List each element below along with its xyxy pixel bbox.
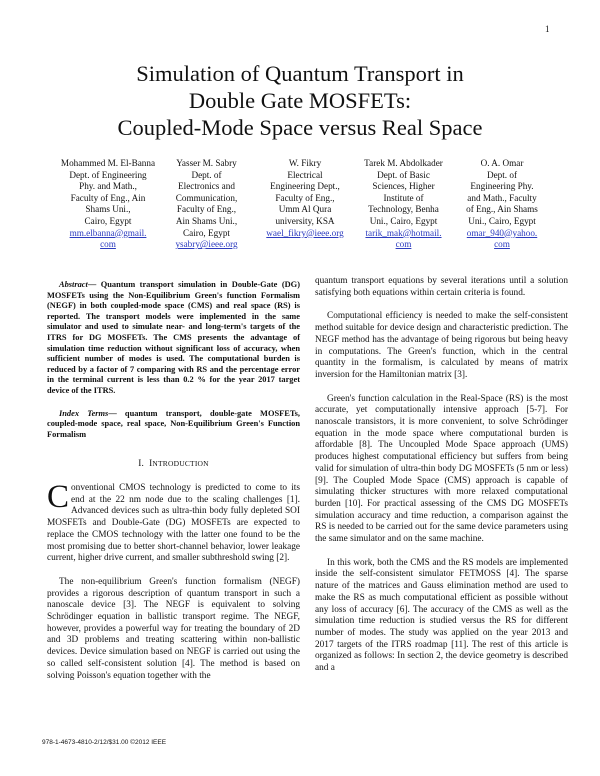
author-name: Mohammed M. El-Banna	[60, 158, 156, 168]
copyright-footer: 978-1-4673-4810-2/12/$31.00 ©2012 IEEE	[42, 739, 167, 746]
right-paragraph-continued: quantum transport equations by several iterations until a solution satisfying both equations within certain criteria is found.	[315, 276, 568, 298]
left-column	[47, 280, 300, 694]
author-affiliation: Dept. of Engineering Phy. and Math., Faculty of Eng., Ain Shams Uni., Cairo, Egypt	[69, 169, 147, 226]
author-block	[454, 158, 550, 251]
abstract-text: — Quantum transport simulation in Double-Gate (DG) MOSFETs using the Non-Equilibrium Green's function Formalism (NEGF) in both coupled-mode space (CMS) and real space (RS) is reported. The transport models were implemented in the same simulator and used to simulate near- and long-term's targets of the ITRS for DG MOSFETs. The CMS presents the advantage of simulation time reduction without significant loss of accuracy, when sufficient number of modes is used. The computational burden is reduced by a factor of 7 comparing with RS and the percentage error in the terminal current is less than 0.2 % for the year 2017 target device of the ITRS.	[47, 280, 300, 395]
index-terms-label: Index Terms	[59, 408, 109, 418]
author-list	[60, 158, 550, 251]
author-affiliation: Electrical Engineering Dept., Faculty of Eng., Umm Al Qura university, KSA	[270, 169, 340, 226]
abstract	[47, 280, 300, 397]
intro-paragraph-2: The non-equilibrium Green's function formalism (NEGF) provides a rigorous description of quantum transport in such a nanoscale device [3]. The NEGF is equivalent to solving Schrödinger equation in ballistic transport regime. The NEGF, however, provides a powerful way for treating the boundary of 2D and 3D problems and treating scattering within non-ballistic devices. Device simulation based on NEGF is carried out using the so called self-consistent solution [4]. The method is based on solving Poisson's equation together with the	[47, 576, 300, 681]
drop-cap: C	[47, 479, 70, 516]
author-email-link[interactable]: omar_940@yahoo. com	[466, 227, 538, 250]
author-name: W. Fikry	[288, 158, 322, 168]
index-terms-text: — quantum transport, double-gate MOSFETs, coupled-mode space, real space, Non-Equilibrium Green's Function Formalism	[47, 408, 301, 439]
author-email-link[interactable]: ysabry@ieee.org	[175, 239, 238, 250]
section-heading-initial: I	[149, 459, 153, 470]
author-name: Tarek M. Abdolkader	[364, 158, 443, 168]
author-affiliation: Dept. of Basic Sciences, Higher Institute of Technology, Benha Uni., Cairo, Egypt	[368, 169, 439, 226]
index-terms	[47, 409, 300, 441]
intro-paragraph-1-text: onventional CMOS technology is predicted to come to its end at the 22 nm node due to the scaling challenges [1]. Advanced devices such as ultra-thin body fully depleted SOI MOSFETs and Double-Gate (DG) MOSFETs are expected to replace the CMOS technology with the latter one found to be the most promising due to better short-channel behavior, lower leakage current, higher drive current, and smaller subthreshold swing [2].	[47, 483, 300, 564]
author-affiliation: Dept. of Engineering Phy. and Math., Faculty of Eng., Ain Shams Uni., Cairo, Egypt	[466, 169, 538, 226]
author-block	[60, 158, 156, 251]
title-line-2: Double Gate MOSFETs:	[188, 88, 412, 113]
page-number: 1	[545, 24, 550, 34]
author-block	[356, 158, 452, 251]
author-block	[257, 158, 353, 251]
abstract-label: Abstract	[59, 280, 88, 289]
section-heading-rest: NTRODUCTION	[152, 459, 209, 469]
paper-title	[80, 60, 520, 141]
right-paragraph-3: In this work, both the CMS and the RS models are implemented inside the self-consistent simulator FETMOSS [4]. The sparse nature of the matrices and Gauss elimination method are used to make the RS as much computational efficient as possible without any loss of accuracy [6]. The accuracy of the CMS as well as the simulation time reduction is studied versus the RS for different number of modes. The study was applied on the year 2013 and 2017 targets of the ITRS roadmap [11]. The rest of this article is organized as follows: In section 2, the device geometry is described and a	[315, 557, 568, 674]
author-block	[159, 158, 255, 251]
section-heading-introduction	[47, 458, 300, 471]
author-affiliation: Dept. of Electronics and Communication, Faculty of Eng., Ain Shams Uni., Cairo, Egypt	[175, 169, 238, 238]
title-line-1: Simulation of Quantum Transport in	[136, 61, 464, 86]
right-paragraph-1: Computational efficiency is needed to make the self-consistent method suitable for device design and characteristic prediction. The NEGF method has the advantage of being rigorous but being heavy in computations. The Green's function, which in the central quantity in the formalism, is calculated by means of matrix inversion for the Hamiltonian matrix [3].	[315, 311, 568, 380]
author-email-link[interactable]: tarik_mak@hotmail. com	[365, 227, 442, 250]
author-email-link[interactable]: wael_fikry@ieee.org	[266, 227, 344, 238]
right-paragraph-2: Green's function calculation in the Real-Space (RS) is the most accurate, yet computationally intensive approach [5-7]. For nanoscale transistors, it is more convenient, to solve Schrödinger equation in the mode space where computational burden is affordable [8]. The Uncoupled Mode Space approach (UMS) produces highest computational efficiency but suffers from being valid for simulation of ultra-thin body DG MOSFETs (5 nm or less) [9]. The Coupled Mode Space (CMS) approach is capable of simulating thicker structures with more relaxed computational burden [10]. For practical assessing of the CMS DG MOSFETs simulation accuracy and time reduction, a comparison against the RS is needed to be carried out for the same device parameters using the same simulator and on the same machine.	[315, 393, 568, 545]
section-number: I.	[138, 459, 145, 470]
title-line-3: Coupled-Mode Space versus Real Space	[117, 115, 483, 140]
author-name: O. A. Omar	[480, 158, 524, 168]
author-email-link[interactable]: mm.elbanna@gmail. com	[69, 227, 147, 250]
author-name: Yasser M. Sabry	[176, 158, 237, 168]
right-column	[315, 276, 568, 687]
intro-paragraph-1	[47, 479, 300, 565]
